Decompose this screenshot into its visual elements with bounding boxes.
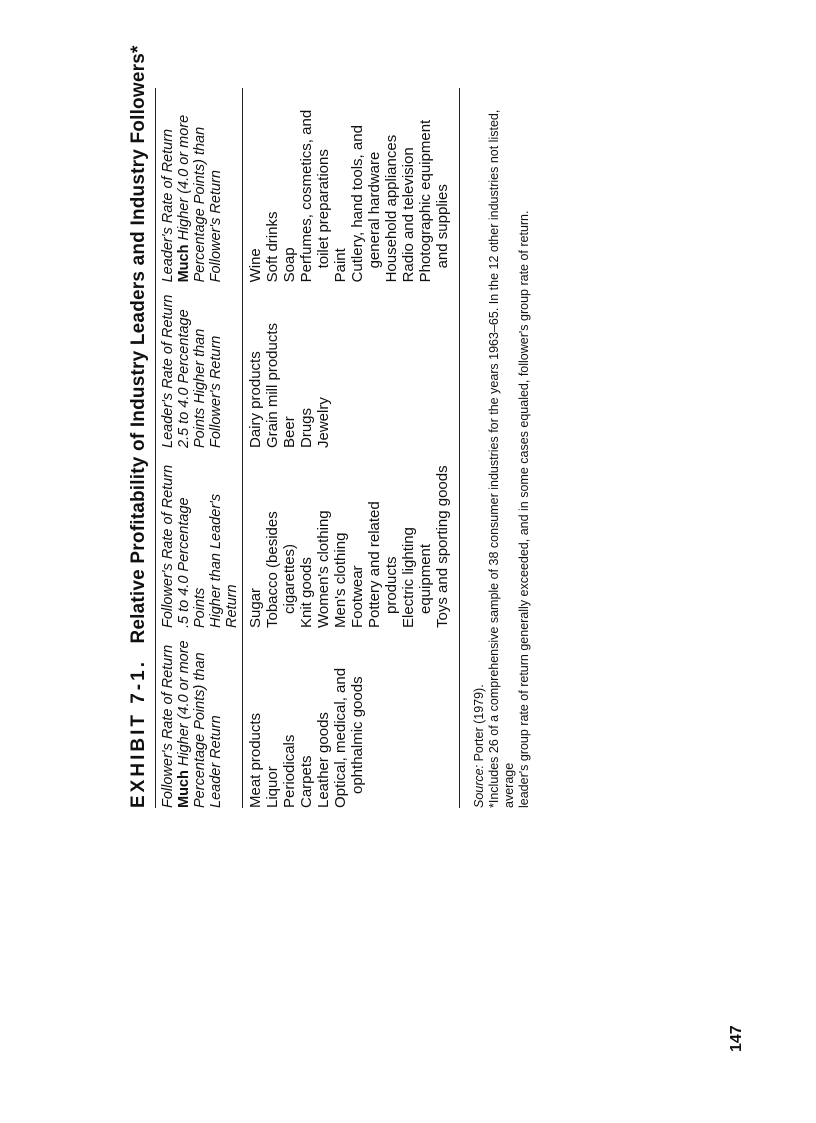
list-item: Carpets (298, 755, 315, 808)
col-header-3-line-3: Points Higher than (192, 328, 208, 448)
list-item: Toys and sporting goods (434, 465, 451, 628)
list-item: Footwear (349, 565, 366, 628)
list-item: Grain mill products (264, 322, 281, 448)
list-item: Cutlery, hand tools, and general hardware (349, 125, 383, 283)
list-item: Drugs (298, 407, 315, 448)
source-label: Source: (472, 764, 486, 808)
items-row (243, 88, 451, 808)
list-item: Beer (281, 416, 298, 448)
list-item: Sugar (247, 587, 264, 628)
list-item: Dairy products (247, 351, 264, 448)
list-item: Soft drinks (264, 211, 281, 283)
col-header-2-line-1: Follower's Rate of Return (160, 464, 176, 628)
footnote-line-1: *Includes 26 of a comprehensive sample of 38 consumer industries for the years 1963–65. In the 12 other industries not listed, average (487, 109, 516, 808)
emphasis-much: Much (176, 244, 192, 283)
page-number: 147 (728, 1025, 745, 1052)
col-header-2-line-3: Higher than Leader's (208, 493, 224, 628)
list-item: Wine (247, 248, 264, 283)
list-item: Soap (281, 247, 298, 283)
col-header-1: Follower's Rate of Return Much Higher (4.0 or more Percentage Points) than Leader Return (160, 640, 224, 808)
list-item: Pottery and related products (366, 501, 400, 628)
col-items-4 (243, 88, 451, 282)
list-item: Tobacco (besides cigarettes) (264, 511, 298, 628)
list-item: Jewelry (315, 397, 332, 448)
list-item: Electric lighting equipment (400, 527, 434, 628)
col-header-4 (156, 88, 242, 282)
list-item: Men's clothing (332, 532, 349, 628)
col-header-4-line-3: Percentage Points) than (192, 126, 208, 283)
col-header-4-line-4: Follower's Return (208, 170, 224, 283)
col-header-4-line-1: Leader's Rate of Return (160, 128, 176, 283)
col-header-3-line-2: 2.5 to 4.0 Percentage (176, 309, 192, 448)
col-header-2-line-4: Return (224, 584, 240, 628)
list-item: Photographic equipment and supplies (417, 119, 451, 283)
list-item: Household appliances (383, 134, 400, 283)
col-items-1 (243, 628, 451, 808)
col-header-1-line-4: Leader Return (208, 715, 224, 808)
col-header-2-line-2: .5 to 4.0 Percentage Points (176, 497, 208, 628)
list-item: Liquor (264, 766, 281, 808)
exhibit-heading: Relative Profitability of Industry Leaders and Industry Followers* (128, 45, 149, 644)
col-header-2 (156, 448, 242, 628)
col-header-3-line-4: Follower's Return (208, 335, 224, 448)
col-header-1-line-2: Higher (4.0 or more (176, 640, 192, 767)
list-item: Radio and television (400, 147, 417, 283)
header-row (156, 88, 242, 808)
col-header-3 (156, 282, 242, 448)
footnotes (472, 88, 532, 808)
profitability-table (156, 88, 451, 808)
list-item: Paint (332, 248, 349, 283)
footnote-line-2: leader's group rate of return generally exceeded, and in some cases equaled, follower's group rate of return. (517, 210, 531, 808)
list-item: Perfumes, cosmetics, and toilet preparations (298, 109, 332, 283)
exhibit-title (128, 45, 150, 808)
col-header-1-line-3: Percentage Points) than (192, 652, 208, 808)
list-item: Optical, medical, and ophthalmic goods (332, 667, 366, 808)
source-line (472, 88, 487, 808)
col-header-4-line-2: Higher (4.0 or more (176, 114, 192, 241)
col-items-2 (243, 448, 451, 628)
list-item: Knit goods (298, 557, 315, 628)
col-items-3 (243, 282, 451, 448)
bottom-rule (459, 88, 460, 808)
exhibit-code: EXHIBIT 7-1. (128, 659, 149, 808)
source-text: Porter (1979). (472, 684, 486, 765)
rotated-exhibit (128, 45, 648, 808)
list-item: Periodicals (281, 734, 298, 808)
emphasis-much: Much (176, 770, 192, 808)
list-item: Meat products (247, 712, 264, 808)
list-item: Leather goods (315, 712, 332, 808)
list-item: Women's clothing (315, 510, 332, 628)
col-header-3-line-1: Leader's Rate of Return (160, 294, 176, 448)
